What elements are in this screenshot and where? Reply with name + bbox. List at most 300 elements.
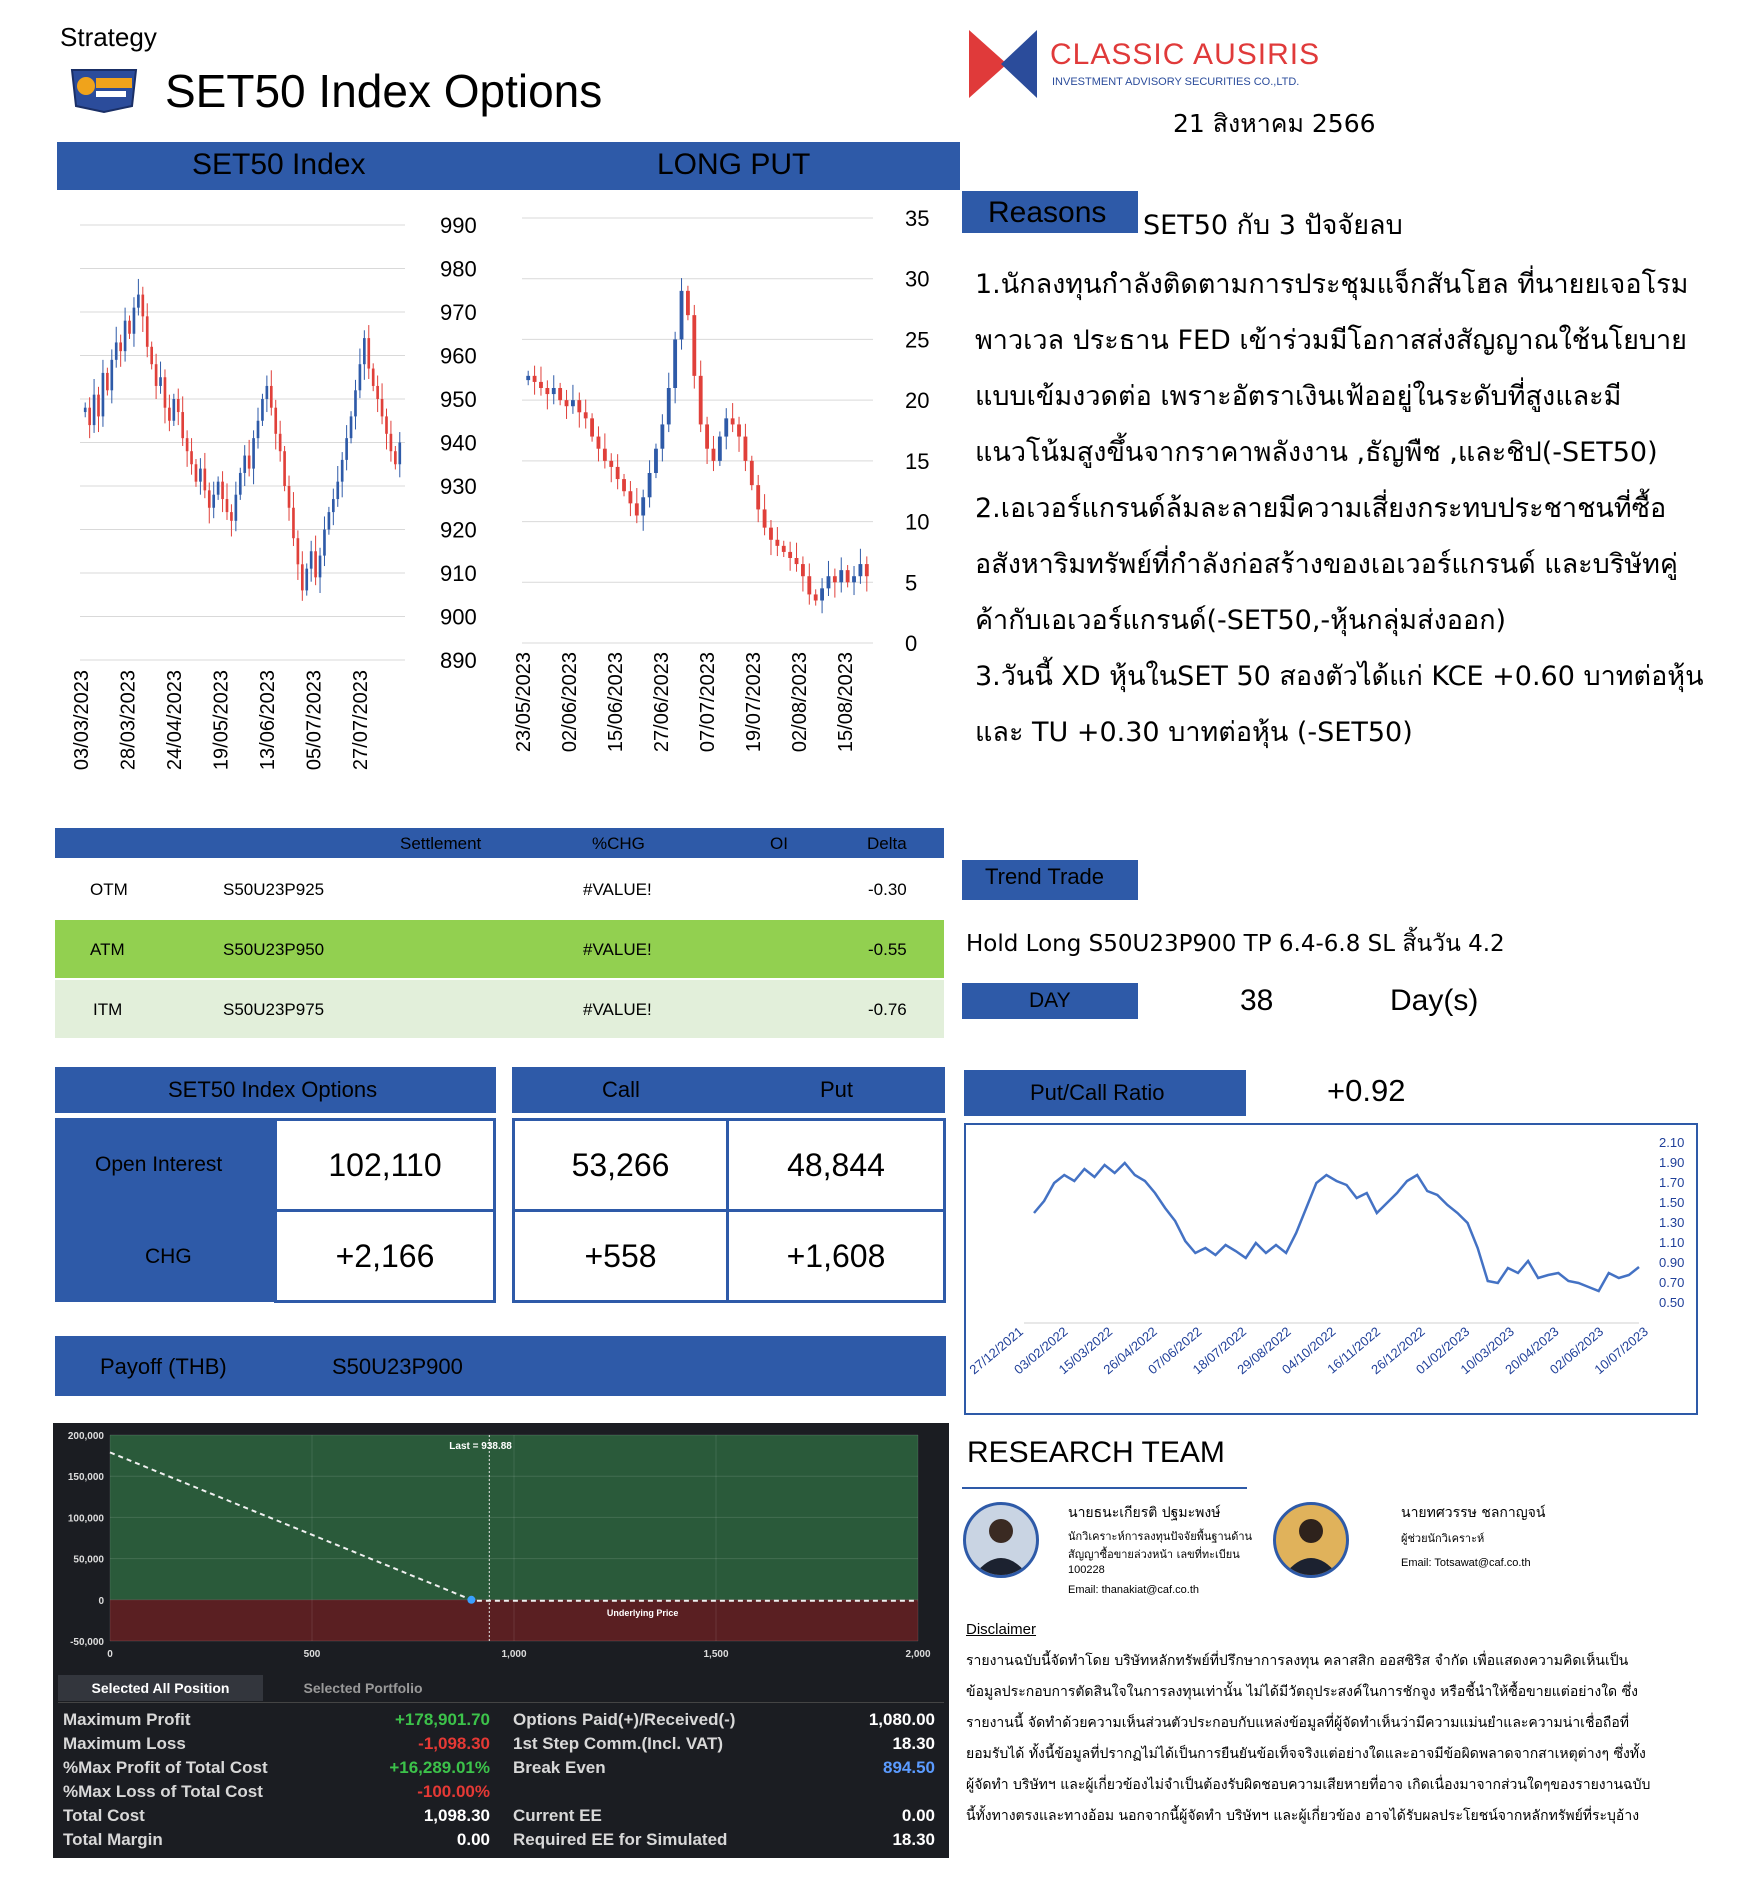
candle <box>814 594 818 600</box>
stat-value: 0.00 <box>456 1830 490 1849</box>
disclaimer-line: นี้ทั้งทางตรงและทางอ้อม นอกจากนี้ผู้จัดทำ บริษัทฯ และผู้เกี่ยวข้อง อาจได้รับผลประโยชน์จากหลักทรัพย์ที่ระบุอ้าง <box>966 1808 1640 1824</box>
open-interest-label: Open Interest <box>95 1153 223 1176</box>
candle <box>292 508 295 538</box>
candle <box>635 503 639 515</box>
candle <box>539 382 543 388</box>
table-row <box>55 920 944 978</box>
candle <box>270 386 273 408</box>
y-tick-label: 50,000 <box>73 1554 104 1566</box>
brand-subtitle: INVESTMENT ADVISORY SECURITIES CO.,LTD. <box>1052 76 1300 88</box>
candle <box>846 570 850 582</box>
candle <box>654 449 658 473</box>
candle <box>217 482 220 495</box>
header-oi: OI <box>770 834 788 853</box>
stat-value: 18.30 <box>892 1830 935 1849</box>
total-oi-value: 102,110 <box>274 1118 496 1212</box>
pcr-value: +0.92 <box>1327 1073 1406 1108</box>
underlying-price-label: Underlying Price <box>606 1607 679 1618</box>
x-tick-label: 20/04/2023 <box>1502 1323 1562 1378</box>
long-put-chart <box>505 200 955 780</box>
candle <box>124 321 127 351</box>
stat-value: -1,098.30 <box>418 1734 490 1753</box>
row-delta: -0.30 <box>868 880 907 899</box>
x-tick-label: 16/11/2022 <box>1324 1323 1384 1377</box>
day-value: 38 <box>1240 984 1274 1017</box>
candle <box>692 315 696 376</box>
y-tick-label: 1.70 <box>1659 1175 1685 1190</box>
row-chg: #VALUE! <box>583 880 652 899</box>
x-tick-label: 19/07/2023 <box>743 652 765 753</box>
y-tick-label: 35 <box>905 206 930 231</box>
candle <box>577 400 581 412</box>
y-tick-label: 940 <box>440 430 477 456</box>
y-tick-label: 1.10 <box>1659 1235 1685 1250</box>
analyst1-name: นายธนะเกียรติ ปฐมะพงษ์ <box>1068 1505 1221 1521</box>
candle <box>622 479 626 491</box>
trend-trade-label: Trend Trade <box>985 864 1105 889</box>
stat-value: 1,098.30 <box>423 1806 490 1825</box>
candle <box>367 338 370 368</box>
candle <box>769 528 773 540</box>
y-tick-label: -50,000 <box>70 1637 104 1648</box>
candle <box>328 512 331 529</box>
analyst2-email: Email: Totsawat@caf.co.th <box>1401 1557 1531 1569</box>
candle <box>616 467 620 479</box>
x-tick-label: 28/03/2023 <box>117 670 140 771</box>
y-tick-label: 10 <box>905 509 930 535</box>
long-put-header: LONG PUT <box>657 148 811 181</box>
classic-ausiris-logo <box>967 28 1039 100</box>
x-tick-label: 07/07/2023 <box>697 652 719 753</box>
disclaimer-line: รายงานนี้ จัดทำด้วยความเห็นส่วนตัวประกอบกับแหล่งข้อมูลที่ผู้จัดทำเห็นว่ามีความแม่นยำและความน่าเชื่อถือที่ <box>966 1715 1629 1731</box>
stat-label: Total Cost <box>63 1806 145 1825</box>
chg-label: CHG <box>145 1245 192 1268</box>
reasons-line-3: แบบเข้มงวดต่อ เพราะอัตราเงินเฟ้ออยู่ในระดับที่สูงและมี <box>975 381 1622 412</box>
analyst1-avatar <box>963 1502 1039 1578</box>
stat-label: %Max Loss of Total Cost <box>63 1782 263 1801</box>
candle <box>629 491 633 503</box>
table-row <box>55 860 944 918</box>
tab-selected-portfolio[interactable]: Selected Portfolio <box>303 1680 423 1696</box>
y-tick-label: 1.30 <box>1659 1215 1685 1230</box>
header-chg: %CHG <box>592 834 645 853</box>
candle <box>199 469 202 482</box>
y-tick-label: 25 <box>905 327 930 353</box>
candle <box>243 456 246 473</box>
x-tick-label: 04/10/2022 <box>1278 1323 1339 1378</box>
candle <box>354 390 357 416</box>
y-tick-label: 900 <box>440 604 477 630</box>
x-tick-label: 13/06/2023 <box>257 670 279 771</box>
x-tick-label: 26/04/2022 <box>1100 1323 1160 1378</box>
candle <box>110 360 113 390</box>
disclaimer-line: รายงานฉบับนี้จัดทำโดย บริษัทหลักทรัพย์ที่ปรึกษาการลงทุน คลาสสิก ออสซิริส จำกัด เพื่อแสดงความคิดเห็นเป็น <box>966 1653 1629 1669</box>
put-chg-value: +1,608 <box>726 1209 946 1303</box>
row-delta: -0.55 <box>868 940 907 959</box>
row-chg: #VALUE! <box>583 940 652 959</box>
candle <box>314 551 317 577</box>
stat-label: Required EE for Simulated <box>513 1830 728 1849</box>
stat-value: +16,289.01% <box>389 1758 490 1777</box>
candle <box>363 338 366 364</box>
candle <box>350 416 353 438</box>
set50-options-logo <box>68 66 140 114</box>
x-tick-label: 29/08/2022 <box>1234 1323 1294 1378</box>
y-tick-label: 970 <box>440 300 477 325</box>
candle <box>565 400 569 406</box>
x-tick-label: 07/06/2022 <box>1145 1323 1205 1378</box>
candle <box>88 408 91 425</box>
x-tick-label: 27/12/2021 <box>966 1323 1026 1378</box>
research-team-title: RESEARCH TEAM <box>967 1436 1225 1469</box>
candle <box>141 295 144 317</box>
tab-selected-all-position[interactable]: Selected All Position <box>58 1675 263 1701</box>
candle <box>737 424 741 436</box>
candle <box>164 377 167 407</box>
stat-label: %Max Profit of Total Cost <box>63 1758 268 1777</box>
y-tick-label: 2.10 <box>1659 1135 1685 1150</box>
analyst2-name: นายทศวรรษ ชลกาญจน์ <box>1401 1505 1546 1521</box>
candle <box>724 418 728 436</box>
candle <box>97 395 100 417</box>
candle <box>106 373 109 390</box>
call-chg-value: +558 <box>512 1209 729 1303</box>
candle <box>603 449 607 461</box>
put-label: Put <box>820 1077 854 1102</box>
pcr-label: Put/Call Ratio <box>1030 1080 1165 1105</box>
x-tick-label: 02/06/2023 <box>1546 1323 1607 1378</box>
candle <box>190 451 193 464</box>
candle <box>731 418 735 424</box>
stat-label: Total Margin <box>63 1830 163 1849</box>
report-date: 21 สิงหาคม 2566 <box>1173 109 1376 138</box>
call-label: Call <box>602 1077 640 1102</box>
payoff-label: Payoff (THB) <box>100 1354 227 1379</box>
candle <box>699 376 703 425</box>
y-tick-label: 920 <box>440 517 477 543</box>
y-tick-label: 200,000 <box>67 1431 104 1442</box>
reasons-label: Reasons <box>988 196 1107 229</box>
page-title: SET50 Index Options <box>165 65 603 117</box>
y-tick-label: 1.90 <box>1659 1155 1685 1170</box>
candle <box>381 399 384 416</box>
candle <box>712 449 716 461</box>
disclaimer-title: Disclaimer <box>966 1621 1037 1638</box>
candle <box>782 546 786 552</box>
stat-label: Maximum Profit <box>63 1710 191 1729</box>
disclaimer-line: ยอมรับได้ ทั้งนี้ข้อมูลที่ปรากฏไม่ได้เป็นการยืนยันข้อเท็จจริงแต่อย่างใดและอาจมีข้อผิดพลาดจากสาเหตุต่างๆ ซึ่งทั้ง <box>966 1746 1646 1762</box>
reasons-line-7: ค้ากับเอเวอร์แกรนด์(-SET50,-หุ้นกลุ่มส่งออก) <box>975 605 1507 636</box>
candle <box>248 456 251 469</box>
x-tick-label: 1,500 <box>703 1649 729 1660</box>
row-chg: #VALUE! <box>583 1000 652 1019</box>
candle <box>590 418 594 436</box>
candle <box>115 342 118 359</box>
candle <box>301 564 304 590</box>
candle <box>827 576 831 588</box>
x-tick-label: 27/06/2023 <box>651 652 673 753</box>
x-tick-label: 27/07/2023 <box>350 670 372 771</box>
candle <box>545 388 549 394</box>
analyst1-role2: สัญญาซื้อขายล่วงหน้า เลขที่ทะเบียน <box>1068 1548 1240 1561</box>
x-tick-label: 1,000 <box>501 1649 527 1660</box>
candle <box>705 424 709 448</box>
candle <box>84 408 87 412</box>
candle <box>204 469 207 491</box>
strategy-label: Strategy <box>60 22 157 52</box>
set50-index-header: SET50 Index <box>192 148 366 181</box>
candle <box>571 400 575 406</box>
candle <box>336 482 339 499</box>
y-tick-label: 980 <box>440 256 477 282</box>
candle <box>297 538 300 564</box>
candle <box>305 569 308 591</box>
y-tick-label: 0.70 <box>1659 1275 1685 1290</box>
header-settlement: Settlement <box>400 834 482 853</box>
candle <box>119 342 122 351</box>
disclaimer-line: ผู้จัดทำ บริษัทฯ และผู้เกี่ยวข้องไม่จำเป็นต้องรับผิดชอบความเสียหายที่อาจ เกิดเนื่องมาจากส่วนใดๆของรายงานฉบับ <box>966 1777 1651 1793</box>
x-tick-label: 23/05/2023 <box>513 652 535 753</box>
candle <box>820 588 824 600</box>
trend-trade-text: Hold Long S50U23P900 TP 6.4-6.8 SL สิ้นวัน 4.2 <box>966 931 1505 957</box>
candle <box>385 416 388 433</box>
oi-title: SET50 Index Options <box>168 1077 378 1102</box>
candle <box>372 369 375 386</box>
break-even-point <box>467 1596 475 1604</box>
stat-value: -100.00% <box>417 1782 490 1801</box>
x-tick-label: 24/04/2023 <box>164 670 186 771</box>
candle <box>146 316 149 346</box>
candle <box>680 291 684 340</box>
y-tick-label: 930 <box>440 474 477 499</box>
day-unit: Day(s) <box>1390 984 1479 1017</box>
y-tick-label: 30 <box>905 266 930 292</box>
candle <box>177 399 180 412</box>
candle <box>376 386 379 399</box>
candle <box>208 490 211 507</box>
y-tick-label: 150,000 <box>67 1472 104 1484</box>
reasons-line-4: แนวโน้มสูงขึ้นจากราคาพลังงาน ,ธัญพืช ,และชิป(-SET50) <box>975 437 1658 468</box>
candle <box>394 451 397 464</box>
candle <box>788 552 792 558</box>
candle <box>159 377 162 386</box>
candle <box>795 558 799 564</box>
y-tick-label: 0.90 <box>1659 1255 1685 1270</box>
x-tick-label: 500 <box>303 1649 321 1660</box>
candle <box>212 495 215 508</box>
candle <box>283 451 286 486</box>
candle <box>756 485 760 509</box>
analyst2-avatar <box>1273 1502 1349 1578</box>
candle <box>310 551 313 568</box>
candle <box>686 291 690 315</box>
candle <box>332 499 335 512</box>
candle <box>718 437 722 461</box>
stat-value: 18.30 <box>892 1734 935 1753</box>
candle <box>150 347 153 364</box>
candle <box>235 495 238 521</box>
candle <box>667 388 671 424</box>
candle <box>230 512 233 521</box>
candle <box>288 486 291 508</box>
candle <box>221 482 224 499</box>
candle <box>137 295 140 308</box>
stat-label: Current EE <box>513 1806 602 1825</box>
stat-label: Maximum Loss <box>63 1734 186 1753</box>
candle <box>597 437 601 449</box>
y-tick-label: 910 <box>440 561 477 586</box>
reasons-line-5: 2.เอเวอร์แกรนด์ล้มละลายมีความเสี่ยงกระทบประชาชนที่ซื้อ <box>975 493 1667 524</box>
y-tick-label: 20 <box>905 388 930 414</box>
call-put-header-box <box>512 1067 945 1113</box>
candle <box>168 408 171 421</box>
candle <box>195 464 198 481</box>
reasons-line-2: พาวเวล ประธาน FED เข้าร่วมมีโอกาสส่งสัญญาณใช้นโยบาย <box>975 325 1688 356</box>
candle <box>526 376 530 380</box>
options-table-header <box>55 828 944 858</box>
candle <box>345 438 348 460</box>
stat-value: 0.00 <box>901 1806 935 1825</box>
candle <box>852 576 856 582</box>
row-delta: -0.76 <box>868 1000 907 1019</box>
candle <box>155 364 158 386</box>
candle <box>128 321 131 334</box>
candle <box>226 499 229 512</box>
x-tick-label: 26/12/2022 <box>1368 1323 1428 1378</box>
y-tick-label: 15 <box>905 448 930 474</box>
candle <box>323 530 326 556</box>
x-tick-label: 01/02/2023 <box>1412 1323 1473 1378</box>
candle <box>93 395 96 425</box>
set50-index-chart <box>55 200 495 820</box>
candle <box>833 576 837 582</box>
x-tick-label: 2,000 <box>905 1649 931 1660</box>
reasons-line-9: และ TU +0.30 บาทต่อหุ้น (-SET50) <box>975 717 1413 748</box>
candle <box>102 373 105 417</box>
candle <box>266 386 269 399</box>
row-type: ITM <box>93 1000 123 1019</box>
candle <box>865 564 869 576</box>
x-tick-label: 10/03/2023 <box>1457 1323 1517 1378</box>
x-tick-label: 0 <box>107 1649 113 1660</box>
x-tick-label: 03/03/2023 <box>71 670 93 771</box>
candle <box>239 473 242 495</box>
analyst1-role1: นักวิเคราะห์การลงทุนปัจจัยพื้นฐานด้าน <box>1068 1530 1253 1543</box>
x-tick-label: 15/06/2023 <box>605 652 627 753</box>
candle <box>839 570 843 582</box>
tab-divider <box>58 1702 944 1703</box>
candle <box>172 399 175 421</box>
y-tick-label: 0 <box>98 1595 104 1607</box>
row-type: OTM <box>90 880 128 899</box>
row-type: ATM <box>90 940 125 959</box>
candle <box>279 434 282 451</box>
candle <box>609 461 613 467</box>
x-tick-label: 02/06/2023 <box>559 652 581 753</box>
x-tick-label: 15/03/2022 <box>1055 1323 1116 1378</box>
candle <box>261 399 264 421</box>
row-series: S50U23P975 <box>223 1000 325 1019</box>
candle <box>660 424 664 448</box>
analyst1-email: Email: thanakiat@caf.co.th <box>1068 1584 1200 1596</box>
research-divider <box>962 1487 1247 1489</box>
candle <box>763 509 767 527</box>
payoff-series: S50U23P900 <box>332 1354 463 1379</box>
y-tick-label: 1.50 <box>1659 1195 1685 1210</box>
payoff-chart <box>53 1423 949 1667</box>
x-tick-label: 10/07/2023 <box>1591 1323 1651 1378</box>
stat-value: 1,080.00 <box>868 1710 935 1729</box>
candle <box>390 434 393 451</box>
x-tick-label: 15/08/2023 <box>835 652 857 753</box>
reasons-line-8: 3.วันนี้ XD หุ้นในSET 50 สองตัวได้แก่ KCE +0.60 บาทต่อหุ้น <box>975 661 1704 692</box>
candle <box>648 473 652 497</box>
last-price-label: Last = 938.88 <box>449 1441 512 1452</box>
oi-row-labels <box>55 1118 275 1302</box>
candle <box>398 443 401 465</box>
candle <box>673 339 677 388</box>
candle <box>252 438 255 468</box>
candle <box>750 461 754 485</box>
candle <box>641 497 645 515</box>
x-tick-label: 05/07/2023 <box>303 670 326 771</box>
candle <box>801 564 805 576</box>
candle <box>775 540 779 546</box>
candle <box>274 408 277 434</box>
put-oi-value: 48,844 <box>726 1118 946 1212</box>
put-call-ratio-chart <box>964 1123 1698 1415</box>
candle <box>744 437 748 461</box>
row-series: S50U23P950 <box>223 940 325 959</box>
x-tick-label: 19/05/2023 <box>210 670 233 771</box>
brand-name: CLASSIC AUSIRIS <box>1050 38 1321 71</box>
analyst1-reg: 100228 <box>1068 1564 1105 1576</box>
total-chg-value: +2,166 <box>274 1209 496 1303</box>
candle <box>181 412 184 438</box>
candle <box>133 308 136 334</box>
reasons-line-1: 1.นักลงทุนกำลังติดตามการประชุมแจ็กสันโฮล ที่นายยเจอโรม <box>975 269 1689 300</box>
y-tick-label: 960 <box>440 343 477 369</box>
candle <box>552 388 556 394</box>
candle <box>186 438 189 451</box>
stat-label: 1st Step Comm.(Incl. VAT) <box>513 1734 724 1753</box>
y-tick-label: 0.50 <box>1659 1295 1685 1310</box>
day-label: DAY <box>1029 989 1071 1012</box>
table-row <box>55 980 944 1038</box>
row-series: S50U23P925 <box>223 880 325 899</box>
y-tick-label: 890 <box>440 648 477 673</box>
disclaimer-line: ข้อมูลประกอบการตัดสินใจในการลงทุนเท่านั้น ไม่ได้มีวัตถุประสงค์ในการชักจูง หรือชี้นำให้ซื้อขายแต่อย่างใด ซึ่ง <box>966 1684 1638 1700</box>
x-tick-label: 03/02/2022 <box>1011 1323 1071 1378</box>
reasons-line-0: SET50 กับ 3 ปัจจัยลบ <box>1143 210 1403 241</box>
call-oi-value: 53,266 <box>512 1118 729 1212</box>
y-tick-label: 990 <box>440 213 477 238</box>
candle <box>558 388 562 400</box>
stat-label: Break Even <box>513 1758 606 1777</box>
y-tick-label: 0 <box>905 631 918 656</box>
header-delta: Delta <box>867 834 907 853</box>
stat-label: Options Paid(+)/Received(-) <box>513 1710 736 1729</box>
candle <box>359 364 362 390</box>
candle <box>859 564 863 576</box>
candle <box>533 376 537 382</box>
x-tick-label: 18/07/2022 <box>1189 1323 1250 1378</box>
candle <box>319 556 322 578</box>
y-tick-label: 100,000 <box>67 1513 104 1525</box>
x-tick-label: 02/08/2023 <box>789 652 811 753</box>
candle <box>584 412 588 418</box>
candle <box>807 576 811 594</box>
